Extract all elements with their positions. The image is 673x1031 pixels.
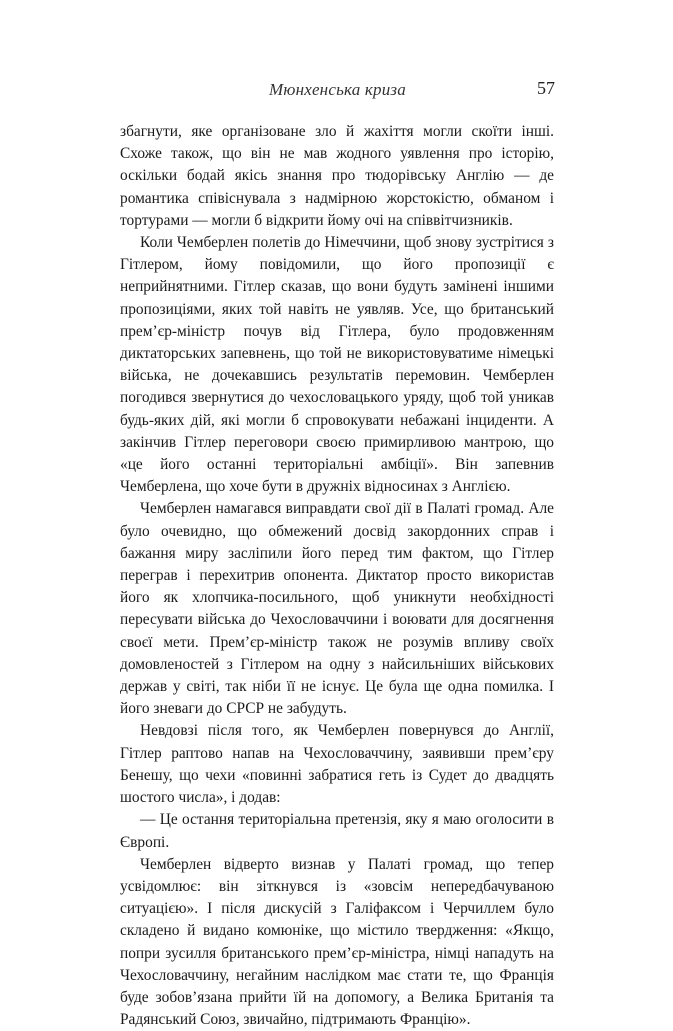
quote-paragraph: — Це остання територіальна претензія, яку я маю оголосити в Європі. (120, 811, 554, 851)
paragraph: Чемберлен намагався виправдати свої дії в Палаті громад. Але було очевидно, що обмежений досвід закордонних справ і бажання миру засліпили його перед тим фактом, що Гітлер переграв і перехитрив опонента. Диктатор просто використав його як хлопчика-посильного, щоб уникнути необхідності пересувати війська до Чехословаччини і воювати для досягнення своєї мети. Прем’єр-міністр також не розумів впливу своїх домовленостей з Гітлером на одну з найсильніших військових держав у світі, так ніби її не існує. Це була ще одна помилка. І його зневаги до СРСР не забудуть. (120, 500, 554, 718)
body-text (120, 121, 554, 1031)
running-title: Мюнхенська криза (269, 80, 406, 99)
page-header (120, 72, 555, 102)
paragraph: збагнути, яке організоване зло й жахіття могли скоїти інші. Схоже також, що він не мав жодного уявлення про історію, оскільки бодай якісь знання про тюдорівську Англію — де романтика співіснувала з надмірною жорстокістю, обманом і тортурами — могли б відкрити йому очі на співвітчизників. (120, 123, 554, 229)
paragraph: Чемберлен відверто визнав у Палаті громад, що тепер усвідомлює: він зіткнувся із «зовсім непередбачуваною ситуацією». І після дискусій з Галіфаксом і Черчиллем було складено й видано комюніке, що містило твердження: «Якщо, попри зусилля британського прем’єр-міністра, німці нападуть на Чехословаччину, негайним наслідком має стати те, що Франція буде зобов’язана прийти їй на допомогу, а Велика Британія та Радянський Союз, звичайно, підтримають Францію». (120, 855, 554, 1029)
paragraph: Невдовзі після того, як Чемберлен повернувся до Англії, Гітлер раптово напав на Чехословаччину, заявивши прем’єру Бенешу, що чехи «повинні забратися геть із Судет до двадцять шостого числа», і додав: (120, 722, 554, 807)
page-number: 57 (537, 78, 555, 98)
paragraph: Коли Чемберлен полетів до Німеччини, щоб знову зустрітися з Гітлером, йому повідомили, що його пропозиції є неприйнятними. Гітлер сказав, що вони будуть замінені іншими пропозиціями, яких той навіть не уявляв. Усе, що британський прем’єр-міністр почув від Гітлера, було продовженням диктаторських запевнень, що той не використовуватиме німецькі війська, не дочекавшись результатів перемовин. Чемберлен погодився звернутися до чехословацького уряду, щоб той уникав будь-яких дій, які могли б спровокувати небажані інциденти. А закінчив Гітлер переговори своєю примирливою мантрою, що «це його останні територіальні амбіції». Він запевнив Чемберлена, що хоче бути в дружніх відносинах з Англією. (120, 234, 554, 496)
